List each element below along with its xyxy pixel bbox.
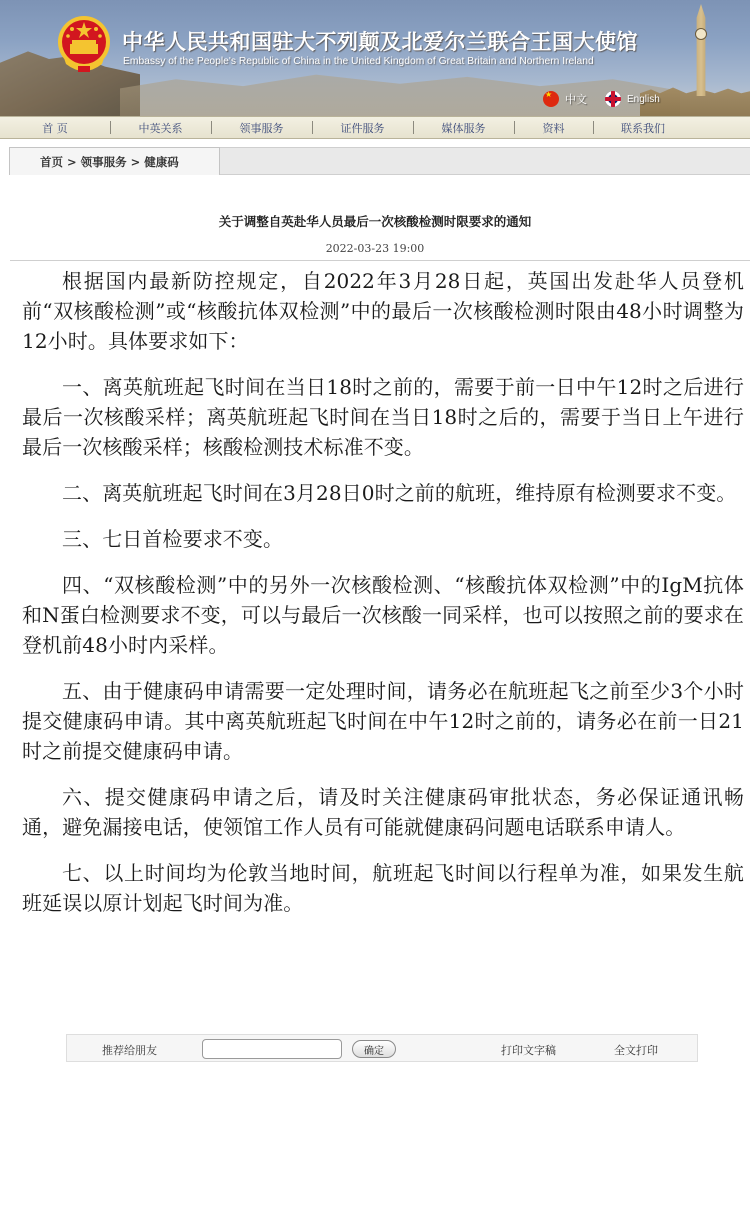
header-banner — [0, 0, 750, 116]
divider — [10, 260, 750, 261]
nav-item-consular[interactable]: 领事服务 — [211, 116, 312, 139]
recommend-label: 推荐给朋友 — [102, 1044, 157, 1057]
breadcrumb-separator: > — [130, 154, 141, 169]
breadcrumb-separator: > — [67, 154, 77, 169]
embassy-title-en: Embassy of the People's Republic of China in the United Kingdom of Great Britain and Northern Ireland — [123, 56, 594, 67]
recommend-email-input[interactable] — [202, 1039, 342, 1059]
print-all-link[interactable]: 全文打印 — [614, 1044, 658, 1057]
nav-item-resources[interactable]: 资料 — [514, 116, 593, 139]
language-english-link[interactable] — [605, 91, 660, 107]
print-text-link[interactable]: 打印文字稿 — [501, 1044, 556, 1057]
breadcrumb-bar — [0, 147, 750, 175]
breadcrumb-bar-fill — [220, 147, 750, 175]
breadcrumb-section-link[interactable]: 领事服务 — [80, 154, 127, 169]
article-paragraph-5: 五、由于健康码申请需要一定处理时间，请务必在航班起飞之前至少3个小时提交健康码申请。其中离英航班起飞时间在中午12时之前的，请务必在前一日21时之前提交健康码申请。 — [22, 679, 744, 763]
article-paragraph-4: 四、“双核酸检测”中的另外一次核酸检测、“核酸抗体双检测”中的IgM抗体和N蛋白检测要求不变，可以与最后一次核酸一同采样，也可以按照之前的要求在登机前48小时内采样。 — [22, 573, 744, 657]
confirm-button[interactable]: 确定 — [352, 1040, 396, 1058]
article-paragraph-1: 一、离英航班起飞时间在当日18时之前的，需要于前一日中午12时之后进行最后一次核酸采样；离英航班起飞时间在当日18时之后的，需要于当日上午进行最后一次核酸采样；核酸检测技术标准不变。 — [22, 375, 744, 459]
nav-item-contact[interactable]: 联系我们 — [593, 116, 693, 139]
article-paragraph-2: 二、离英航班起飞时间在3月28日0时之前的航班，维持原有检测要求不变。 — [62, 481, 737, 505]
big-ben-illustration — [690, 4, 712, 96]
breadcrumb-current-link[interactable]: 健康码 — [144, 154, 179, 169]
nav-item-relations[interactable]: 中英关系 — [110, 116, 211, 139]
china-flag-icon — [543, 91, 559, 107]
breadcrumb-home-link[interactable]: 首页 — [40, 154, 63, 169]
article-date: 2022-03-23 19:00 — [325, 242, 425, 255]
language-chinese-link[interactable] — [543, 91, 587, 107]
embassy-title-cn: 中华人民共和国驻大不列颠及北爱尔兰联合王国大使馆 — [122, 29, 638, 54]
article-tools-bar — [66, 1034, 698, 1062]
article-paragraph-7: 七、以上时间均为伦敦当地时间，航班起飞时间以行程单为准，如果发生航班延误以原计划起飞时间为准。 — [22, 861, 744, 915]
article-paragraph-intro: 根据国内最新防控规定，自2022年3月28日起，英国出发赴华人员登机前“双核酸检测”或“核酸抗体双检测”中的最后一次核酸检测时限由48小时调整为12小时。具体要求如下： — [22, 269, 744, 353]
article-paragraph-3: 三、七日首检要求不变。 — [62, 527, 284, 551]
breadcrumb — [9, 147, 220, 175]
national-emblem-icon — [56, 14, 112, 76]
nav-item-documents[interactable]: 证件服务 — [312, 116, 413, 139]
article-paragraph-6: 六、提交健康码申请之后，请及时关注健康码审批状态，务必保证通讯畅通，避免漏接电话，使领馆工作人员有可能就健康码问题电话联系申请人。 — [22, 785, 744, 839]
article-body — [22, 266, 744, 934]
language-english-label: English — [627, 93, 660, 105]
landscape-illustration — [120, 70, 680, 116]
main-nav — [0, 116, 750, 139]
nav-item-home[interactable]: 首 页 — [42, 121, 68, 135]
language-chinese-label: 中文 — [565, 93, 587, 106]
article-title: 关于调整自英赴华人员最后一次核酸检测时限要求的通知 — [218, 214, 532, 229]
clock-icon — [695, 28, 707, 40]
uk-flag-icon — [605, 91, 621, 107]
nav-item-media[interactable]: 媒体服务 — [413, 116, 514, 139]
